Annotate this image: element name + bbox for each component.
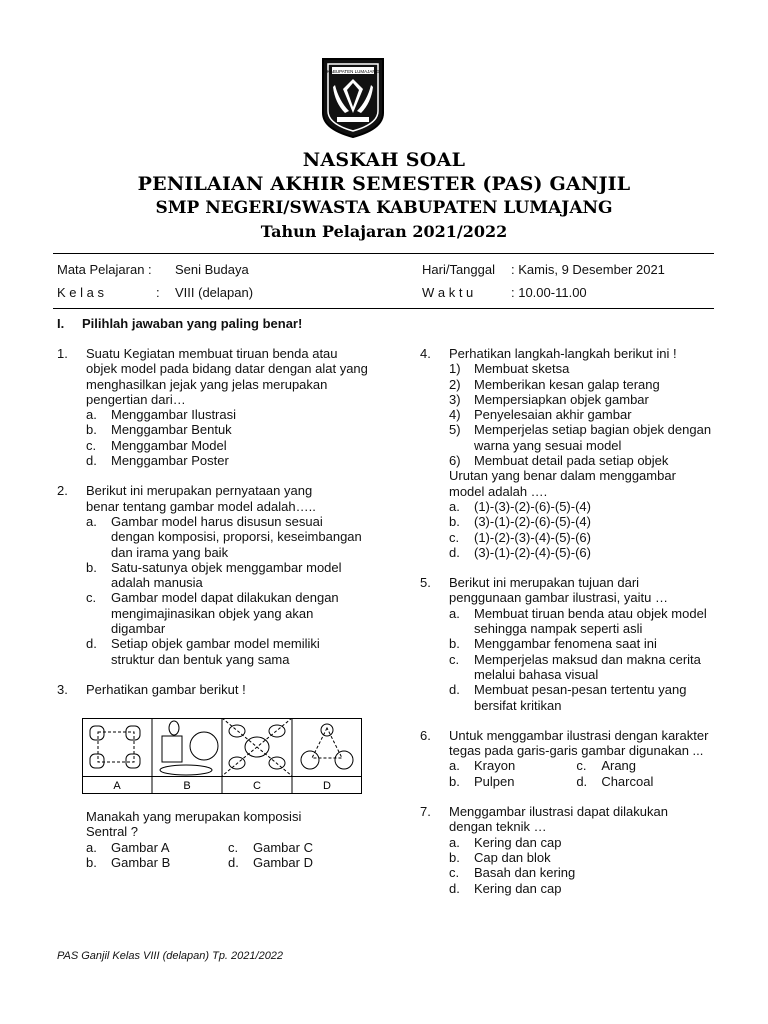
class-colon: : xyxy=(156,285,160,300)
option-c[interactable] xyxy=(576,758,720,773)
option-letter: d. xyxy=(576,773,588,789)
subject-value: Seni Budaya xyxy=(175,262,249,277)
option-letter: d. xyxy=(449,544,460,560)
step-number: 5) xyxy=(449,422,461,438)
option-b[interactable] xyxy=(86,560,370,591)
question-number: 2. xyxy=(57,483,68,499)
option-text: Membuat tiruan benda atau objek model sehingga nampak seperti asli xyxy=(474,605,707,637)
question-1 xyxy=(57,346,370,468)
question-text: Manakah yang merupakan komposisi Sentral ? xyxy=(86,809,302,840)
option-letter: b. xyxy=(449,636,460,652)
option-d[interactable] xyxy=(449,545,720,560)
option-letter: d. xyxy=(449,682,460,698)
option-a[interactable] xyxy=(449,835,720,850)
step-4 xyxy=(449,407,720,422)
option-text: (1)-(3)-(2)-(6)-(5)-(4) xyxy=(474,498,591,514)
step-text: Penyelesaian akhir gambar xyxy=(474,407,632,423)
question-3 xyxy=(57,682,370,697)
document-title-block xyxy=(0,148,768,244)
option-text: Gambar B xyxy=(111,854,171,870)
question-6 xyxy=(420,728,720,789)
option-letter: c. xyxy=(86,437,97,453)
option-text: (1)-(2)-(3)-(4)-(5)-(6) xyxy=(474,529,591,545)
option-d[interactable] xyxy=(449,881,720,896)
page-footer: PAS Ganjil Kelas VIII (delapan) Tp. 2021/2022 xyxy=(57,950,284,962)
step-5 xyxy=(449,422,720,453)
option-letter: a. xyxy=(86,407,97,423)
option-letter: d. xyxy=(228,854,239,870)
option-letter: b. xyxy=(449,514,460,530)
time-label: W a k t u xyxy=(422,285,474,300)
question-text: Perhatikan langkah-langkah berikut ini ! xyxy=(449,346,677,361)
option-a[interactable] xyxy=(449,758,576,773)
option-d[interactable] xyxy=(576,774,720,789)
option-letter: a. xyxy=(449,834,460,850)
figure-label-d: D xyxy=(323,780,331,792)
option-b[interactable] xyxy=(449,774,576,789)
step-text: Mempersiapkan objek gambar xyxy=(474,391,649,407)
option-c[interactable] xyxy=(228,840,370,855)
option-d[interactable] xyxy=(86,453,370,468)
question-number: 4. xyxy=(420,346,431,361)
step-text: Memperjelas setiap bagian objek dengan warna yang sesuai model xyxy=(474,422,712,453)
option-text: Satu-satunya objek menggambar model adalah manusia xyxy=(111,559,342,591)
info-divider xyxy=(53,308,714,309)
question-number: 3. xyxy=(57,681,68,697)
step-number: 4) xyxy=(449,407,461,423)
option-letter: c. xyxy=(228,839,239,855)
emblem-text: KABUPATEN LUMAJANG xyxy=(326,69,380,74)
option-d[interactable] xyxy=(228,855,370,870)
question-prompt: Urutan yang benar dalam menggambar model adalah …. xyxy=(449,468,676,499)
question-number: 1. xyxy=(57,346,68,361)
subject-label: Mata Pelajaran : xyxy=(57,262,152,277)
option-letter: d. xyxy=(86,636,97,652)
option-text: Charcoal xyxy=(601,773,654,789)
class-value: VIII (delapan) xyxy=(175,285,254,300)
option-c[interactable] xyxy=(449,652,720,683)
section-number: I. xyxy=(57,316,65,331)
step-number: 6) xyxy=(449,453,461,469)
option-letter: b. xyxy=(449,849,460,865)
figure-label-a: A xyxy=(113,780,121,792)
option-letter: c. xyxy=(449,529,460,545)
option-text: Menggambar Model xyxy=(111,437,227,453)
question-7 xyxy=(420,804,720,896)
option-b[interactable] xyxy=(449,636,720,651)
option-letter: c. xyxy=(449,865,460,881)
option-text: Gambar C xyxy=(253,839,313,855)
option-d[interactable] xyxy=(449,682,720,713)
option-b[interactable] xyxy=(86,422,370,437)
option-c[interactable] xyxy=(449,865,720,880)
option-b[interactable] xyxy=(449,514,720,529)
option-text: Gambar model dapat dilakukan dengan mengimajinasikan objek yang akan digambar xyxy=(111,590,339,637)
option-d[interactable] xyxy=(86,636,370,667)
left-column xyxy=(57,346,370,697)
option-letter: d. xyxy=(449,880,460,896)
option-letter: a. xyxy=(449,605,460,621)
question-number: 6. xyxy=(420,727,431,743)
option-a[interactable] xyxy=(449,606,720,637)
step-text: Memberikan kesan galap terang xyxy=(474,376,660,392)
class-label: K e l a s xyxy=(57,285,104,300)
option-letter: c. xyxy=(449,651,460,667)
option-text: Membuat pesan-pesan tertentu yang bersifat kritikan xyxy=(474,682,687,713)
question-number: 5. xyxy=(420,575,431,591)
regency-emblem-icon xyxy=(319,55,387,139)
day-value: : Kamis, 9 Desember 2021 xyxy=(511,262,665,277)
step-3 xyxy=(449,392,720,407)
step-number: 2) xyxy=(449,376,461,392)
title-naskah-soal: NASKAH SOAL xyxy=(302,149,466,171)
step-number: 3) xyxy=(449,391,461,407)
option-text: Cap dan blok xyxy=(474,849,551,865)
figure-label-c: C xyxy=(253,780,261,792)
option-text: (3)-(1)-(2)-(6)-(5)-(4) xyxy=(474,514,591,530)
time-value: : 10.00-11.00 xyxy=(511,285,587,300)
option-letter: a. xyxy=(449,758,460,774)
option-text: Menggambar Poster xyxy=(111,453,229,469)
right-column xyxy=(420,346,720,896)
option-text: Arang xyxy=(601,758,637,774)
step-6 xyxy=(449,453,720,468)
option-letter: d. xyxy=(86,453,97,469)
option-letter: b. xyxy=(449,773,460,789)
option-text: Menggambar fenomena saat ini xyxy=(474,636,657,652)
option-a[interactable] xyxy=(86,840,228,855)
option-a[interactable] xyxy=(449,499,720,514)
option-a[interactable] xyxy=(86,407,370,422)
step-1 xyxy=(449,361,720,376)
option-text: (3)-(1)-(2)-(4)-(5)-(6) xyxy=(474,544,591,560)
figure-label-b: B xyxy=(183,780,191,792)
question-4 xyxy=(420,346,720,560)
option-letter: b. xyxy=(86,422,97,438)
title-school: SMP NEGERI/SWASTA KABUPATEN LUMAJANG xyxy=(155,198,613,218)
option-c[interactable] xyxy=(449,530,720,545)
option-text: Kering dan cap xyxy=(474,880,562,896)
option-letter: c. xyxy=(576,758,587,774)
step-text: Membuat sketsa xyxy=(474,361,570,377)
question-number: 7. xyxy=(420,804,431,820)
option-letter: c. xyxy=(86,590,97,606)
option-letter: a. xyxy=(449,498,460,514)
step-text: Membuat detail pada setiap objek xyxy=(474,453,669,469)
step-number: 1) xyxy=(449,361,461,377)
option-text: Setiap objek gambar model memiliki struktur dan bentuk yang sama xyxy=(111,636,320,667)
option-a[interactable] xyxy=(86,514,370,560)
option-letter: b. xyxy=(86,854,97,870)
question-3-continuation xyxy=(57,809,370,870)
option-text: Gambar A xyxy=(111,839,170,855)
title-school-year: Tahun Pelajaran 2021/2022 xyxy=(260,222,508,241)
option-text: Menggambar Bentuk xyxy=(111,422,232,438)
question-text: Menggambar ilustrasi dapat dilakukan dengan teknik … xyxy=(449,804,668,835)
option-b[interactable] xyxy=(449,850,720,865)
option-b[interactable] xyxy=(86,855,228,870)
option-text: Gambar model harus disusun sesuai dengan komposisi, proporsi, keseimbangan dan irama yang baik xyxy=(111,513,362,560)
day-label: Hari/Tanggal xyxy=(422,262,495,277)
option-letter: a. xyxy=(86,839,97,855)
question-text: Suatu Kegiatan membuat tiruan benda atau objek model pada bidang datar dengan alat yang menghasilkan jejak yang jelas merupakan pengertian dari… xyxy=(86,346,368,407)
header-divider xyxy=(53,253,714,254)
composition-figure xyxy=(82,718,362,794)
question-text: Perhatikan gambar berikut ! xyxy=(86,681,246,697)
option-c[interactable] xyxy=(86,438,370,453)
option-text: Menggambar Ilustrasi xyxy=(111,407,236,423)
question-text: Untuk menggambar ilustrasi dengan karakter tegas pada garis-garis gambar digunakan ... xyxy=(449,727,709,759)
question-text: Berikut ini merupakan pernyataan yang benar tentang gambar model adalah….. xyxy=(86,483,316,514)
option-c[interactable] xyxy=(86,590,370,636)
title-exam-name: PENILAIAN AKHIR SEMESTER (PAS) GANJIL xyxy=(137,173,631,195)
option-text: Krayon xyxy=(474,758,516,774)
option-letter: b. xyxy=(86,559,97,575)
option-text: Pulpen xyxy=(474,773,515,789)
option-text: Gambar D xyxy=(253,854,313,870)
step-2 xyxy=(449,377,720,392)
section-title: Pilihlah jawaban yang paling benar! xyxy=(82,316,303,331)
option-text: Kering dan cap xyxy=(474,834,562,850)
question-text: Berikut ini merupakan tujuan dari penggunaan gambar ilustrasi, yaitu … xyxy=(449,575,668,606)
question-5 xyxy=(420,575,720,713)
question-2 xyxy=(57,483,370,667)
option-text: Memperjelas maksud dan makna cerita melalui bahasa visual xyxy=(474,651,701,682)
option-letter: a. xyxy=(86,513,97,529)
option-text: Basah dan kering xyxy=(474,865,576,881)
